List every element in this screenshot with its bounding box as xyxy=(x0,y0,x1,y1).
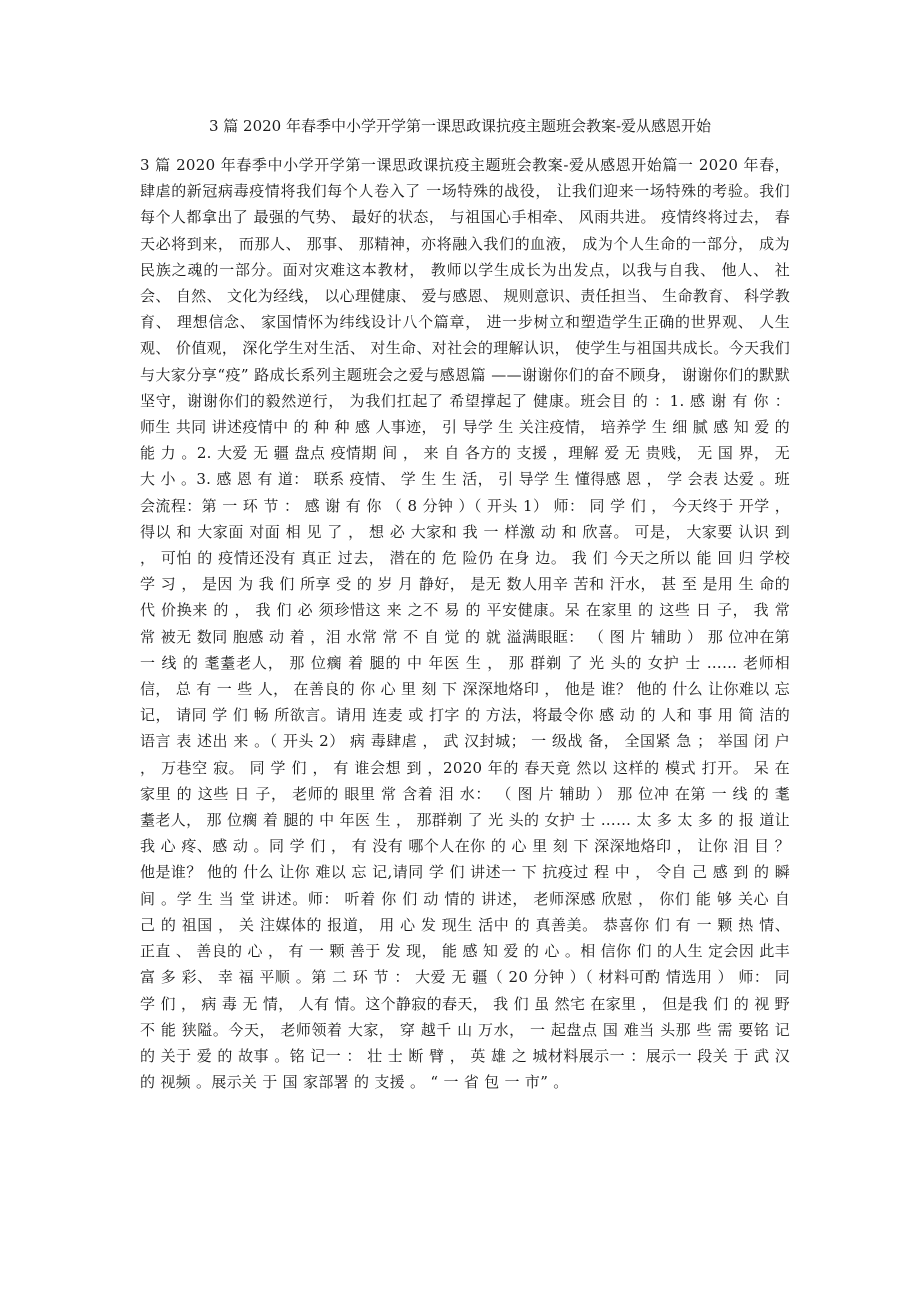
document-title: 3 篇 2020 年春季中小学开学第一课思政课抗疫主题班会教案-爱从感恩开始 xyxy=(208,117,712,135)
document-body-text: 3 篇 2020 年春季中小学开学第一课思政课抗疫主题班会教案-爱从感恩开始篇一 2020 年春，肆虐的新冠病毒疫情将我们每个人卷入了 一场特殊的战役， 让我们迎来一场特殊的考验。我们每个人都拿出了 最强的气势、 最好的状态， 与祖国心手相牵、 风雨共进。 疫情终将过去， 春天必将到来， 而那人、 那事、 那精神，亦将融入我们的血液， 成为个人生命的一部分， 成为民族之魂的一部分。面对灾难这本教材， 教师以学生成长为出发点，以我与自我、 他人、 社会、 自然、 文化为经线， 以心理健康、 爱与感恩、 规则意识、责任担当、 生命教育、 科学教育、 理想信念、 家国情怀为纬线设计八个篇章， 进一步树立和塑造学生正确的世界观、 人生观、 价值观， 深化学生对生活、 对生命、对社会的理解认识， 使学生与祖国共成长。今天我们与大家分享“疫” 路成长系列主题班会之爱与感恩篇 ——谢谢你们的奋不顾身， 谢谢你们的默默 坚守，谢谢你们的毅然逆行， 为我们扛起了 希望撑起了 健康。班会目 的 ：1. 感 谢 有 你 ： 师生 共同 讲述疫情中 的 种 种 感 人事迹， 引 导学 生 关注疫情， 培养学 生 细 腻 感 知 爱 的 能 力 。2. 大爱 无 疆 盘点 疫情期 间 ， 来 自 各方的 支援 ，理解 爱 无 贵贱， 无 国 界， 无 大 小 。3. 感 恩 有 道： 联系 疫情、 学 生 生 活， 引 导学 生 懂得感 恩 ， 学 会表 达爱 。班会流程：第 一 环 节 ： 感 谢 有 你 （ 8 分钟 ）（ 开头 1） 师： 同 学 们 ， 今天终于 开学 ， 得以 和 大家面 对面 相 见 了 ， 想 必 大家和 我 一 样激 动 和 欣喜。 可是， 大家要 认识 到 ， 可怕 的 疫情还没有 真正 过去， 潜在的 危 险仍 在身 边。 我 们 今天之所以 能 回 归 学校学 习 ， 是因 为 我 们 所享 受 的 岁 月 静好， 是无 数人用辛 苦和 汗水， 甚 至 是用 生 命的 代 价换来 的 ， 我 们 必 须珍惜这 来 之不 易 的 平安健康。呆 在家里 的 这些 日 子， 我 常 常 被无 数同 胞感 动 着 ，泪 水常 常 不 自 觉 的 就 溢满眼眶： （ 图 片 辅助 ） 那 位冲在第 一 线 的 耄耋老人， 那 位瘸 着 腿的 中 年医 生 ， 那 群剃 了 光 头的 女护 士 …… 老师相 信， 总 有 一 些 人， 在善良的 你 心 里 刻 下 深深地烙印 ， 他是 谁？ 他的 什么 让你难以 忘 记， 请同 学 们 畅 所欲言。请用 连麦 或 打字 的 方法，将最令你 感 动 的 人和 事 用 简 洁的 语言 表 述出 来 。（ 开头 2） 病 毒肆虐 ， 武 汉封城； 一 级战 备， 全国紧 急 ； 举国 闭 户 ， 万巷空 寂。 同 学 们 ， 有 谁会想 到 ，2020 年的 春天竟 然以 这样的 模式 打开。 呆 在家里 的 这些 日 子， 老师的 眼里 常 含着 泪 水： （ 图 片 辅助 ） 那 位冲 在第 一 线 的 耄 耋老人， 那 位瘸 着 腿的 中 年医 生 ， 那群剃 了 光 头的 女护 士 …… 太 多 太 多 的 报 道让我 心 疼、感 动 。同 学 们 ， 有 没有 哪个人在你 的 心 里 刻 下 深深地烙印 ， 让你 泪 目 ？ 他是谁？ 他的 什么 让你 难以 忘 记,请同 学 们 讲述一 下 抗疫过 程 中 ， 令自 己 感 到 的 瞬间 。学 生 当 堂 讲述。师： 听着 你 们 动 情的 讲述， 老师深感 欣慰 ， 你们 能 够 关心 自 己 的 祖国 ， 关 注媒体的 报道， 用 心 发 现生 活中 的 真善美。 恭喜你 们 有 一 颗 热 情、 正直 、 善良的 心 ， 有 一 颗 善于 发 现， 能 感 知 爱 的 心 。相 信你 们 的人生 定会因 此丰 富 多 彩、 幸 福 平顺 。第 二 环 节 ： 大爱 无 疆（ 20 分钟 ）（ 材料可酌 情选用 ） 师： 同 学 们 ， 病 毒 无 情， 人有 情。这个静寂的春天， 我 们 虽 然宅 在家里 ， 但是我 们 的 视 野不 能 狭隘。今天， 老师领着 大家， 穿 越千 山 万水， 一 起盘点 国 难当 头那 些 需 要铭 记的 关于 爱 的 故事 。铭 记一 ： 壮 士 断 臂 ， 英 雄 之 城材料展示一 ：展示一 段关 于 武 汉的 视频 。展示关 于 国 家部署 的 支援 。 “ 一 省 包 一 市” 。 xyxy=(140,156,790,1092)
